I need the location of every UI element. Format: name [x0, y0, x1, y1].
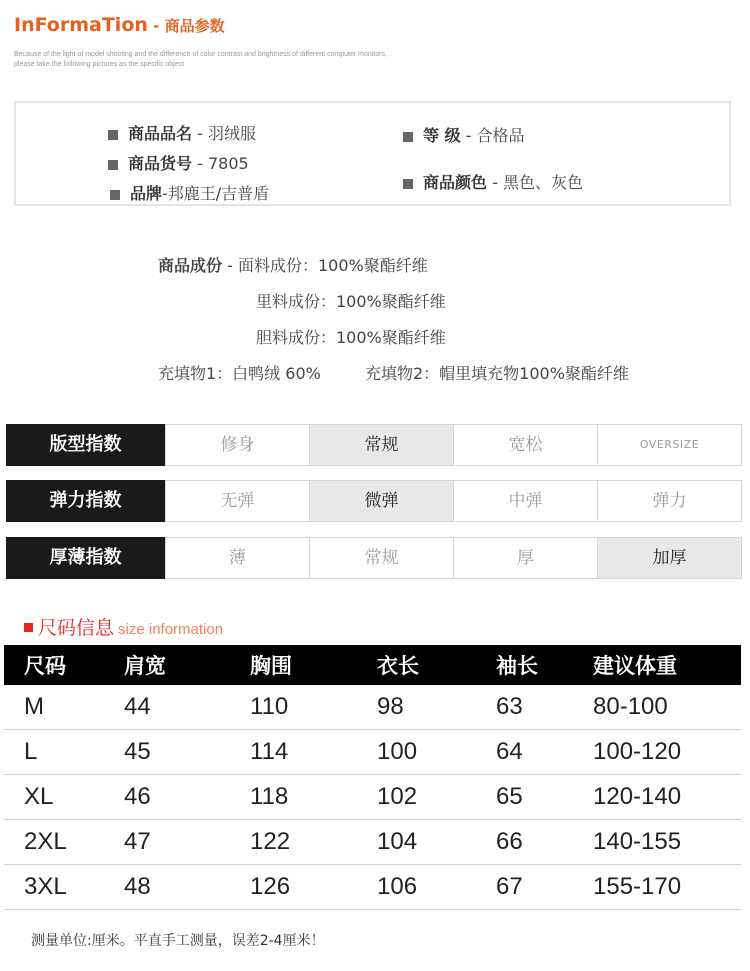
thickness-option-thin: 薄	[165, 537, 310, 579]
header-sleeve: 袖长	[496, 645, 593, 685]
size-table	[4, 645, 741, 910]
size-table-header	[4, 645, 741, 685]
fit-index-label: 版型指数	[6, 424, 165, 466]
name-value: - 羽绒服	[192, 124, 256, 143]
stretch-option-none: 无弹	[165, 480, 310, 522]
composition-label: 商品成份	[158, 256, 223, 275]
square-bullet-icon	[403, 132, 413, 142]
cell-size: L	[4, 730, 124, 775]
fit-index-row	[6, 424, 742, 466]
color-value: - 黑色、灰色	[487, 173, 583, 192]
size-title-en: size information	[118, 621, 224, 638]
square-bullet-icon	[110, 190, 120, 200]
fit-option-oversize: OVERSIZE	[597, 424, 742, 466]
measurement-note: 测量单位:厘米。平直手工测量，误差2-4厘米！	[31, 933, 325, 949]
fit-option-loose: 宽松	[453, 424, 598, 466]
composition-sep: -	[222, 256, 238, 275]
color-label: 商品颜色	[423, 173, 488, 192]
cell-chest: 122	[250, 820, 377, 865]
info-color	[403, 170, 583, 193]
square-bullet-icon	[403, 179, 413, 189]
info-product-code	[108, 151, 249, 174]
cell-length: 102	[377, 775, 496, 820]
cell-length: 98	[377, 685, 496, 730]
stretch-option-slight: 微弹	[309, 480, 454, 522]
fabric-value: 面料成份：100%聚酯纤维	[237, 256, 428, 275]
composition-fabric	[158, 253, 428, 276]
cell-shoulder: 48	[124, 865, 250, 910]
grade-value: - 合格品	[460, 126, 525, 145]
square-bullet-icon	[108, 130, 118, 140]
thickness-option-extra-thick: 加厚	[597, 537, 742, 579]
cell-sleeve: 66	[496, 820, 593, 865]
table-row	[4, 775, 741, 820]
square-bullet-icon	[108, 160, 118, 170]
square-bullet-icon	[24, 623, 33, 632]
brand-label: 品牌	[130, 184, 163, 203]
cell-size: 3XL	[4, 865, 124, 910]
grade-label: 等 级	[423, 126, 461, 145]
cell-sleeve: 63	[496, 685, 593, 730]
title-sep: -	[147, 17, 165, 35]
info-product-name	[108, 121, 256, 144]
cell-weight: 100-120	[593, 730, 741, 775]
table-row	[4, 865, 741, 910]
cell-weight: 120-140	[593, 775, 741, 820]
info-grade	[403, 123, 525, 146]
stretch-option-medium: 中弹	[453, 480, 598, 522]
thickness-index-label: 厚薄指数	[6, 537, 165, 579]
page-title	[14, 14, 225, 36]
cell-length: 100	[377, 730, 496, 775]
cell-shoulder: 46	[124, 775, 250, 820]
code-value: - 7805	[192, 154, 249, 173]
cell-chest: 114	[250, 730, 377, 775]
header-shoulder: 肩宽	[124, 645, 250, 685]
cell-weight: 80-100	[593, 685, 741, 730]
table-row	[4, 685, 741, 730]
size-title-cn: 尺码信息	[38, 617, 115, 639]
cell-shoulder: 47	[124, 820, 250, 865]
note-line-1: Because of the light of model shooting and the difference of color contrast and brightness of different computer monitors,	[14, 51, 387, 58]
disclaimer-note	[14, 50, 387, 70]
header-weight: 建议体重	[593, 645, 741, 685]
stretch-index-label: 弹力指数	[6, 480, 165, 522]
header-length: 衣长	[377, 645, 496, 685]
title-cn: 商品参数	[164, 17, 225, 35]
code-label: 商品货号	[128, 154, 193, 173]
cell-weight: 140-155	[593, 820, 741, 865]
stretch-index-row	[6, 480, 742, 522]
fit-option-slim: 修身	[165, 424, 310, 466]
cell-shoulder: 44	[124, 685, 250, 730]
cell-size: XL	[4, 775, 124, 820]
composition-filler-1: 充填物1：白鸭绒 60%	[158, 364, 321, 383]
table-row	[4, 820, 741, 865]
composition-lining: 里料成份：100%聚酯纤维	[256, 292, 446, 311]
size-section-heading	[24, 613, 223, 640]
cell-length: 106	[377, 865, 496, 910]
cell-chest: 126	[250, 865, 377, 910]
name-label: 商品品名	[128, 124, 193, 143]
cell-sleeve: 65	[496, 775, 593, 820]
cell-length: 104	[377, 820, 496, 865]
stretch-option-high: 弹力	[597, 480, 742, 522]
cell-sleeve: 64	[496, 730, 593, 775]
title-en: InFormaTion	[14, 14, 148, 36]
cell-sleeve: 67	[496, 865, 593, 910]
info-brand	[110, 181, 269, 204]
composition-filler-2: 充填物2：帽里填充物100%聚酯纤维	[365, 364, 629, 383]
cell-size: 2XL	[4, 820, 124, 865]
brand-value: -邦鹿王/吉普盾	[162, 184, 270, 203]
cell-chest: 110	[250, 685, 377, 730]
thickness-option-thick: 厚	[453, 537, 598, 579]
table-row	[4, 730, 741, 775]
header-chest: 胸围	[250, 645, 377, 685]
cell-weight: 155-170	[593, 865, 741, 910]
fit-option-regular: 常规	[309, 424, 454, 466]
thickness-index-row	[6, 537, 742, 579]
note-line-2: please take the following pictures as the specific object	[14, 61, 185, 68]
cell-size: M	[4, 685, 124, 730]
thickness-option-regular: 常规	[309, 537, 454, 579]
composition-inner: 胆料成份：100%聚酯纤维	[256, 328, 446, 347]
header-size: 尺码	[4, 645, 124, 685]
cell-shoulder: 45	[124, 730, 250, 775]
cell-chest: 118	[250, 775, 377, 820]
